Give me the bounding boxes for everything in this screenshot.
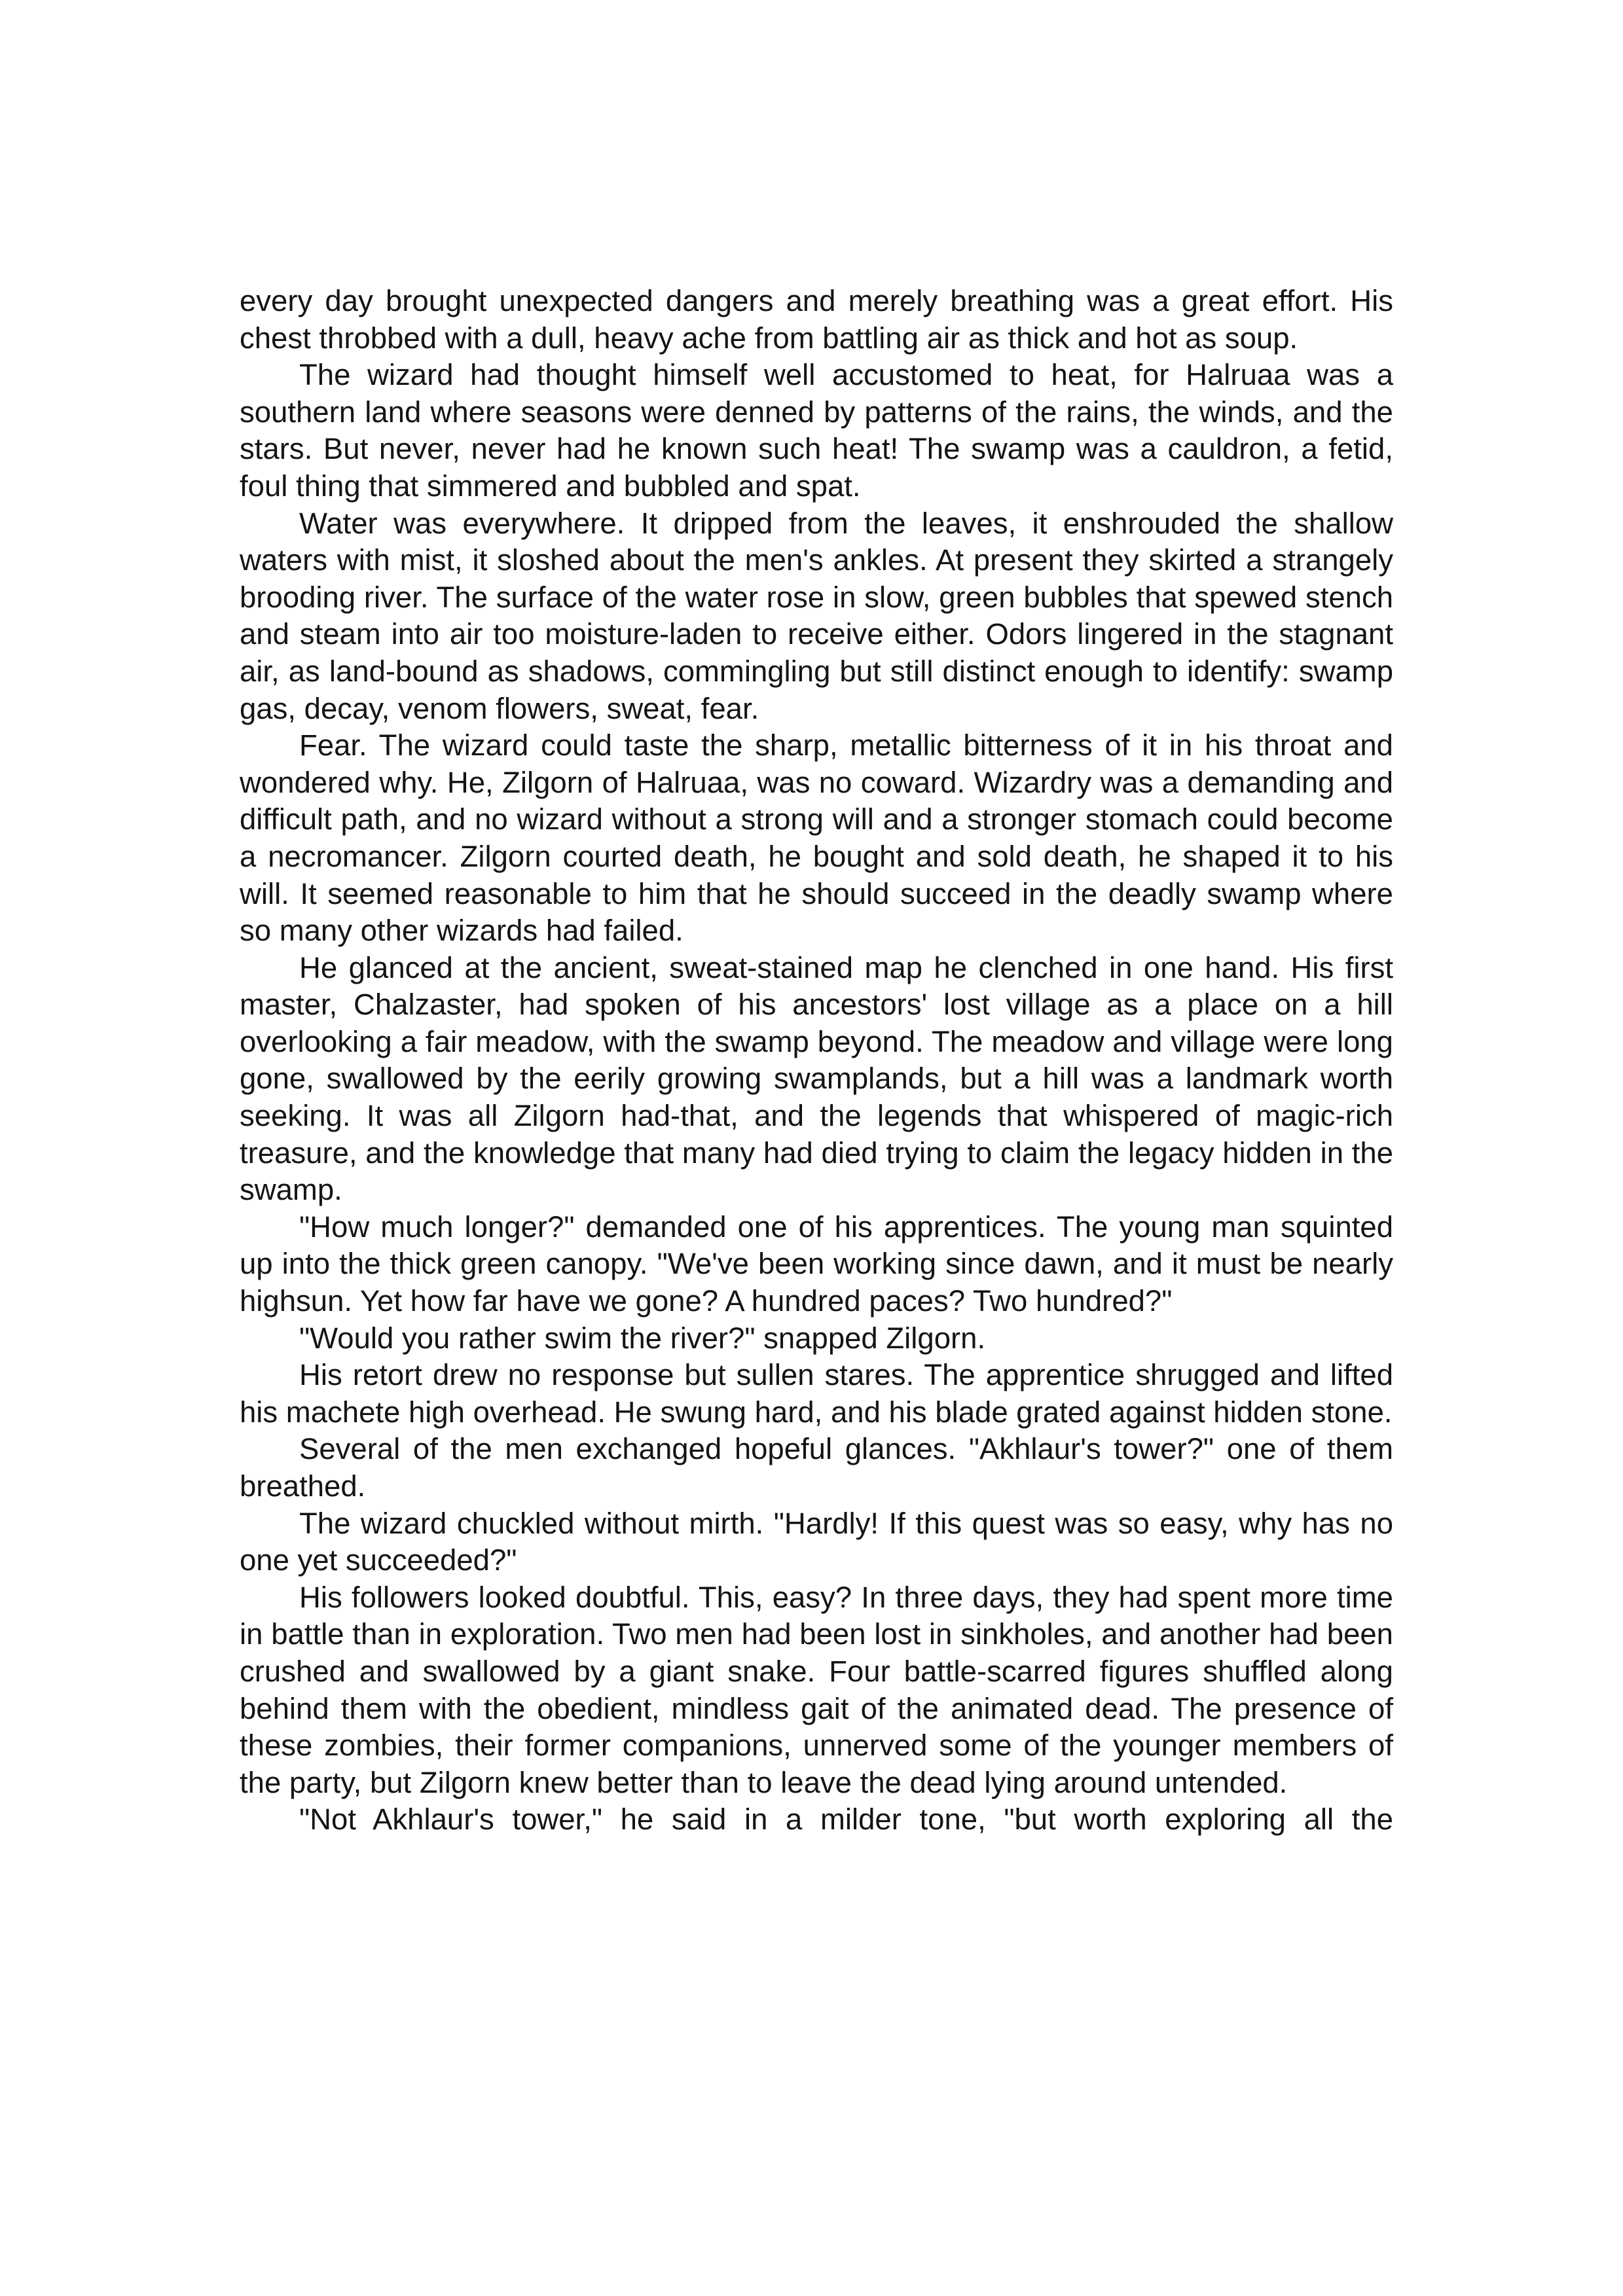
paragraph-4: Fear. The wizard could taste the sharp, metallic bitterness of it in his throat and wondered why. He, Zilgorn of Halruaa, was no coward. Wizardry was a demanding and difficult path, and no wizard without a strong will and a stronger stomach could become a necromancer. Zilgorn courted death, he bought and sold death, he shaped it to his will. It seemed reasonable to him that he should succeed in the deadly swamp where so many other wizards had failed. [240,728,1393,948]
paragraph-9: Several of the men exchanged hopeful glances. "Akhlaur's tower?" one of them breathed. [240,1432,1393,1503]
paragraph-12: "Not Akhlaur's tower," he said in a milder tone, "but worth exploring all the [299,1803,1393,1837]
paragraph-11: His followers looked doubtful. This, easy? In three days, they had spent more time in battle than in exploration. Two men had been lost in sinkholes, and another had been crushed and swallowed by a giant snake. Four battle-scarred figures shuffled along behind them with the obedient, mindless gait of the animated dead. The presence of these zombies, their former companions, unnerved some of the younger members of the party, but Zilgorn knew better than to leave the dead lying around untended. [240,1580,1393,1799]
body-text [240,283,1393,1839]
paragraph-7: "Would you rather swim the river?" snapped Zilgorn. [299,1321,986,1355]
paragraph-5: He glanced at the ancient, sweat-stained map he clenched in one hand. His first master, Chalzaster, had spoken of his ancestors' lost village as a place on a hill overlooking a fair meadow, with the swamp beyond. The meadow and village were long gone, swallowed by the eerily growing swamplands, but a hill was a landmark worth seeking. It was all Zilgorn had-that, and the legends that whispered of magic-rich treasure, and the knowledge that many had died trying to claim the legacy hidden in the swamp. [240,950,1393,1207]
paragraph-6: "How much longer?" demanded one of his apprentices. The young man squinted up into the thick green canopy. "We've been working since dawn, and it must be nearly highsun. Yet how far have we gone? A hundred paces? Two hundred?" [240,1210,1393,1318]
paragraph-8: His retort drew no response but sullen stares. The apprentice shrugged and lifted his machete high overhead. He swung hard, and his blade grated against hidden stone. [240,1358,1393,1429]
paragraph-10: The wizard chuckled without mirth. "Hardly! If this quest was so easy, why has no one yet succeeded?" [240,1506,1393,1577]
paragraph-3: Water was everywhere. It dripped from the leaves, it enshrouded the shallow waters with mist, it sloshed about the men's ankles. At present they skirted a strangely brooding river. The surface of the water rose in slow, green bubbles that spewed stench and steam into air too moisture-laden to receive either. Odors lingered in the stagnant air, as land-bound as shadows, commingling but still distinct enough to identify: swamp gas, decay, venom flowers, sweat, fear. [240,506,1393,725]
paragraph-1: every day brought unexpected dangers and merely breathing was a great effort. His chest throbbed with a dull, heavy ache from battling air as thick and hot as soup. [240,284,1393,355]
paragraph-2: The wizard had thought himself well accustomed to heat, for Halruaa was a southern land where seasons were denned by patterns of the rains, the winds, and the stars. But never, never had he known such heat! The swamp was a cauldron, a fetid, foul thing that simmered and bubbled and spat. [240,358,1393,503]
